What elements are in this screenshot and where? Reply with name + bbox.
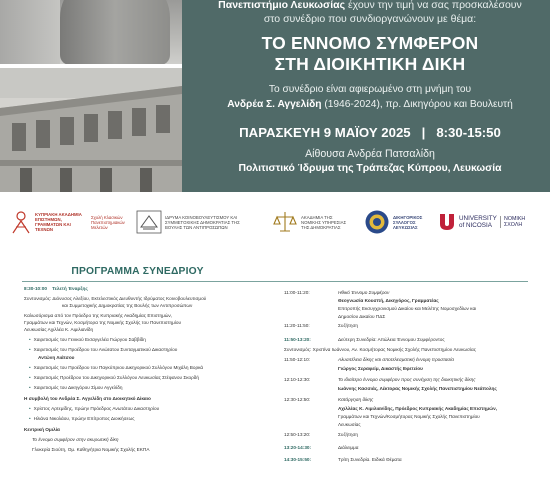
logo-university-nicosia: UNIVERSITY of NICOSIA ΝΟΜΙΚΗ ΣΧΟΛΗ: [438, 204, 528, 240]
portrait-photo: [0, 0, 182, 64]
agenda-line: Επιτροπής Εκσυγχρονισμού Δικαίου και Μελέτης Νομοσχεδίων και: [338, 306, 477, 311]
conference-date: ΠΑΡΑΣΚΕΥΗ 9 ΜΑΪΟΥ 2025: [239, 125, 411, 140]
agenda-line: Συντονισμός: Διόνυσος Αλεξίου, Εκτελεστικός Διευθυντής Ιδρύματος Κοινοβουλευτισμού: [24, 296, 207, 301]
agenda-bullet: • Χαιρετισμός του Δικηγόρου Σίμου Αγγελίδη: [29, 385, 122, 391]
conference-time: 8:30-15:50: [436, 125, 501, 140]
agenda-line: Λευκωσίας Αχιλλέα Κ. Αιμιλιανίδη: [24, 327, 94, 332]
agenda-time: 14:30-15:50:: [284, 457, 312, 462]
agenda-line: Αχιλλέας Κ. Αιμιλιανίδης, Πρόεδρος Κυπριακής Ακαδημίας Επιστημών,: [338, 406, 497, 411]
date-time-line: ΠΑΡΑΣΚΕΥΗ 9 ΜΑΪΟΥ 2025 | 8:30-15:50: [239, 125, 501, 140]
agenda-line: Συζήτηση: [338, 323, 359, 328]
logo-cyprus-academy: ΚΥΠΡΙΑΚΗ ΑΚΑΔΗΜΙΑ ΕΠΙΣΤΗΜΩΝ, ΓΡΑΜΜΑΤΩΝ ΚΑΙ ΤΕΧΝΩΝ Σχολή Κλασικών Πανεπιστημιακών Μελετών: [10, 204, 133, 240]
agenda-line: Κατάργηση δίκης: [338, 397, 374, 402]
agenda-time: 13:20-14:30:: [284, 445, 312, 450]
agenda-line: Γραμμάτων και Τεχνών/Κοσμήτορας Νομικής Σχολής Πανεπιστημίου: [338, 414, 480, 419]
agenda-line: και Συμμετοχικής Δημοκρατίας της Βουλής των Αντιπροσώπων: [62, 303, 193, 308]
academy-emblem-icon: [10, 209, 32, 235]
agenda-bullet: • Ηλιάνα Νικολάου, πρώην Επίτροπος Διοικήσεως: [29, 416, 135, 422]
logo-legal-service-academy: ΑΚΑΔΗΜΙΑ ΤΗΣ ΝΟΜΙΚΗΣ ΥΠΗΡΕΣΙΑΣ ΤΗΣ ΔΗΜΟΚΡΑΤΙΑΣ: [272, 204, 349, 240]
agenda-line: Η συμβολή του Ανδρέα Σ. Αγγελίδη στο Διοικητικό Δίκαιο: [24, 396, 151, 401]
agenda-line: Θεογνωσία Κουσπή, Δικηγόρος, Γραμματέας: [338, 298, 439, 303]
programme-title: ΠΡΟΓΡΑΜΜΑ ΣΥΝΕΔΡΙΟΥ: [71, 266, 204, 277]
agenda-line: Συντονισμός: Χριστίνα Ιωάννου, Αν. Κοσμήτορας Νομικής Σχολής Πανεπιστημίου Λευκωσίας: [284, 347, 476, 352]
agenda-line: Λευκωσίας: [338, 422, 361, 427]
agenda-line: Γλυκερία Σιούτη, Ομ. Καθηγήτρια Νομικής Σχολής ΕΚΠΑ: [32, 447, 150, 452]
session-heading: Διάλειμμα: [338, 445, 359, 450]
venue-room: Αίθουσα Ανδρέα Πατσαλίδη: [305, 148, 435, 160]
logo-parliament-foundation: ΙΔΡΥΜΑ ΚΟΙΝΟΒΟΥΛΕΥΤΙΣΜΟΥ ΚΑΙ ΣΥΜΜΕΤΟΧΙΚΗΣ ΔΗΜΟΚΡΑΤΙΑΣ ΤΗΣ ΒΟΥΛΗΣ ΤΩΝ ΑΝΤΙΠΡΟΣΩΠΩΝ: [136, 204, 245, 240]
agenda-bullet: • Χαιρετισμός του Προέδρου του Παγκύπριου Δικηγορικού Συλλόγου Μιχάλη Βορκά: [29, 365, 203, 371]
agenda-line: Το έννομο συμφέρον στην ακυρωτική δίκη: [32, 437, 119, 442]
intro-text: Πανεπιστήμιο Λευκωσίας έχουν την τιμή να σας προσκαλέσουν στο συνέδριο που συνδιοργανώνουν με θέμα:: [218, 0, 522, 25]
agenda-bullet: • Χρίστος Αρτεμίδης, πρώην Πρόεδρος Ανωτάτου Δικαστηρίου: [29, 406, 159, 412]
logo-nicosia-bar: ΔΙΚΗΓΟΡΙΚΟΣ ΣΥΛΛΟΓΟΣ ΛΕΥΚΩΣΙΑΣ: [364, 204, 433, 240]
invitation-header: [0, 0, 550, 192]
agenda-line: Δημοσίου Δικαίου ΠΔΣ: [338, 314, 386, 319]
parliament-emblem-icon: [136, 210, 162, 234]
session-heading: Τρίτη Συνεδρία. Ειδικά Θέματα: [338, 457, 402, 462]
unic-logo-icon: [438, 212, 456, 232]
agenda-line: Το ιδιαίτερο έννομο συμφέρον προς συνέχιση της διοικητικής δίκης: [338, 377, 476, 382]
scales-emblem-icon: [272, 209, 298, 235]
agenda-time: 11:00-11:20:: [284, 290, 310, 295]
agenda-line: Ηθικό Έννομο Συμφέρον: [338, 290, 390, 295]
agenda-line: Ιωάννης Κασσιάς, Λέκτορας Νομικής Σχολής Πανεπιστημίου Νεάπολης: [338, 386, 497, 391]
agenda-line: Αλυσιτέλεια δίκης και αποτελεσματική έννομη προστασία: [338, 357, 454, 362]
building-photo: [0, 68, 182, 192]
dedication-text: Το συνέδριο είναι αφιερωμένο στη μνήμη του Ανδρέα Σ. Αγγελίδη (1946-2024), πρ. Δικηγόρου και Βουλευτή: [227, 84, 513, 110]
programme-divider: [22, 281, 528, 282]
venue-place: Πολιτιστικό Ίδρυμα της Τράπεζας Κύπρου, Λευκωσία: [238, 163, 502, 174]
organizer-logos: [0, 192, 550, 252]
agenda-time: 12:30-12:50:: [284, 397, 311, 402]
conference-title: ΤΟ ΕΝΝΟΜΟ ΣΥΜΦΕΡΟΝ ΣΤΗ ΔΙΟΙΚΗΤΙΚΗ ΔΙΚΗ: [261, 33, 479, 74]
agenda-line: Αντώνη Λιάτσου: [38, 355, 75, 360]
agenda-line: Κεντρική Ομιλία: [24, 427, 60, 432]
agenda-bullet: • Χαιρετισμός Προέδρου του Δικηγορικού Συλλόγου Λευκωσίας Στέφανου Σκορδή: [29, 375, 199, 381]
agenda-time: 11:20-11:50:: [284, 323, 310, 328]
agenda-bullet: • Χαιρετισμός του Προέδρου του Ανώτατου Συνταγματικού Δικαστηρίου: [29, 347, 177, 353]
agenda-line: Καλωσόρισμα από τον Πρόεδρο της Κυπριακής Ακαδημίας Επιστημών,: [24, 313, 173, 318]
agenda-item: 8:30-10:00 Τελετή Έναρξης: [24, 286, 88, 291]
agenda-time: 11:50-13:20:: [284, 337, 311, 342]
agenda-time: 11:50-12:10:: [284, 357, 310, 362]
agenda-line: Γιώργος Σεραφείμ, Δικαστής Εφετείου: [338, 366, 423, 371]
agenda-time: 12:50-13:20:: [284, 432, 311, 437]
bar-association-seal-icon: [364, 209, 390, 235]
agenda-line: Συζήτηση: [338, 432, 359, 437]
agenda-line: Γραμμάτων και Τεχνών, Κοσμήτορα της Νομικής Σχολής του Πανεπιστημίου: [24, 320, 182, 325]
agenda-time: 12:10-12:30:: [284, 377, 311, 382]
session-heading: Δεύτερη Συνεδρία: Απώλεια Έννομου Συμφέροντος: [338, 337, 445, 342]
agenda-bullet: • Χαιρετισμός του Γενικού Εισαγγελέα Γιώργου Σαββίδη: [29, 337, 146, 343]
